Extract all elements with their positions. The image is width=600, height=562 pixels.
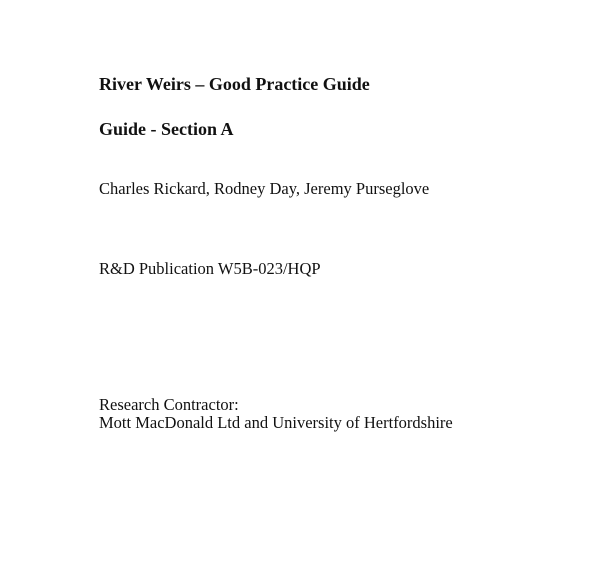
contractor-label: Research Contractor: [99, 395, 239, 414]
publication-reference: R&D Publication W5B-023/HQP [99, 259, 321, 278]
contractor-name: Mott MacDonald Ltd and University of Hertfordshire [99, 413, 453, 432]
document-title: River Weirs – Good Practice Guide [99, 74, 370, 94]
section-heading: Guide - Section A [99, 119, 234, 139]
authors-line: Charles Rickard, Rodney Day, Jeremy Purseglove [99, 179, 430, 198]
